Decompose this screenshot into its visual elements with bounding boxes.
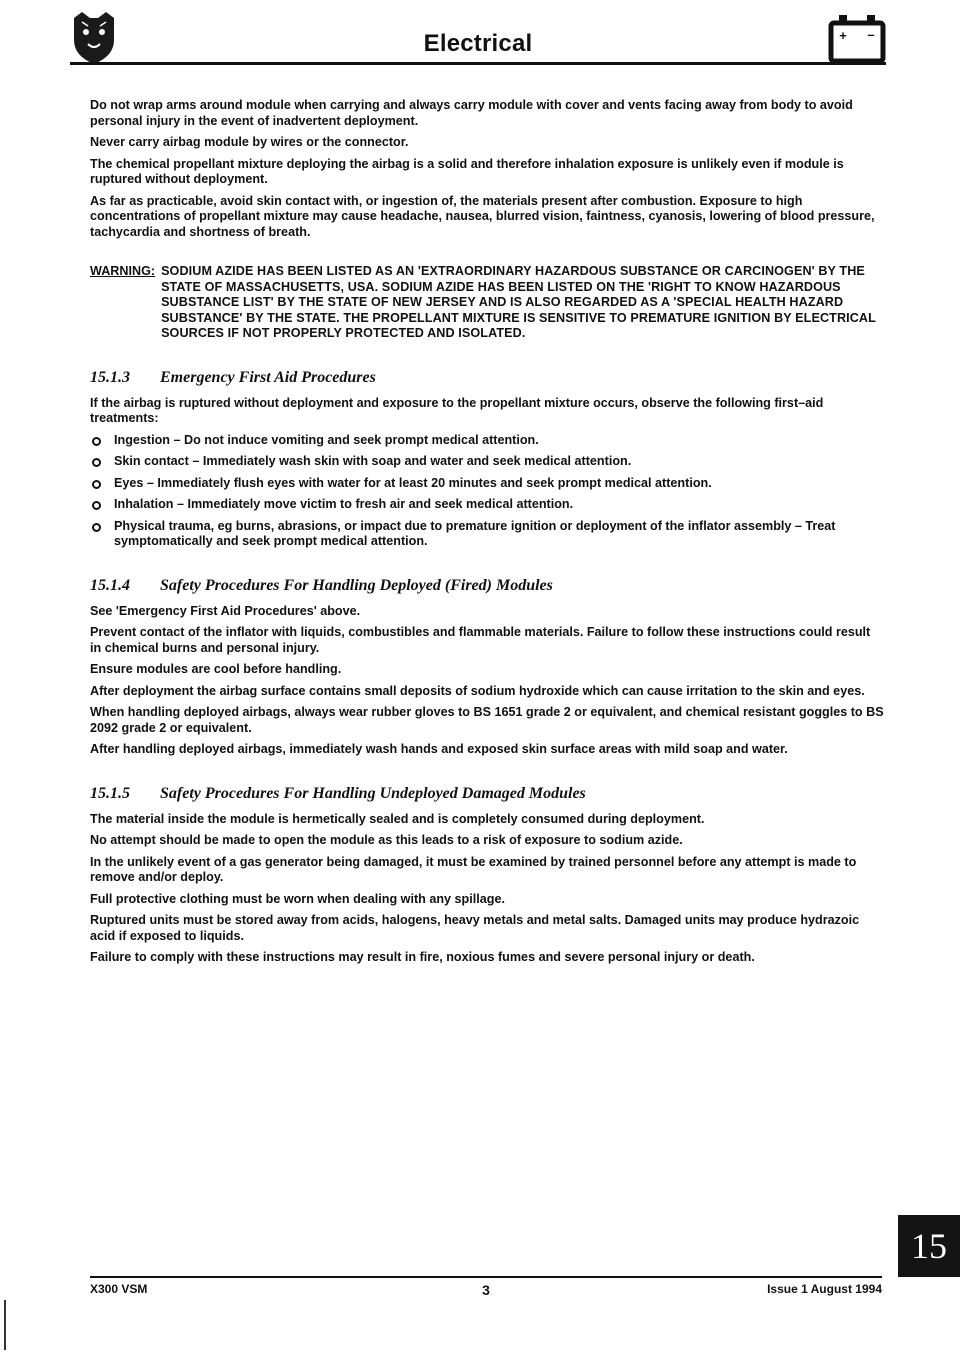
section-title: Safety Procedures For Handling Undeployed Damaged Modules (160, 784, 586, 802)
page-header (70, 8, 886, 70)
footer-rule (90, 1276, 882, 1278)
section-paragraph: Ruptured units must be stored away from acids, halogens, heavy metals and metal salts. Damaged units may produce hydrazoic acid if exposed to liquids. (90, 913, 860, 943)
section-paragraph: See 'Emergency First Aid Procedures' above. (90, 603, 361, 618)
section-heading-15-1-3 (90, 368, 884, 388)
list-item-text: Physical trauma, eg burns, abrasions, or impact due to premature ignition or deployment of the inflator assembly – Treat symptomatically and seek prompt medical attention. (114, 518, 836, 548)
section-tab: 15 (898, 1215, 960, 1277)
bullet-circle-icon (92, 458, 101, 467)
header-rule (70, 62, 886, 65)
list-item-text: Skin contact – Immediately wash skin with soap and water and seek medical attention. (114, 454, 632, 468)
intro-paragraph: As far as practicable, avoid skin contact with, or ingestion of, the materials present after combustion. Exposure to high concentrations of propellant mixture may cause headache, nausea, blurred vision, faintness, cyanosis, lowering of blood pressure, tachycardia and shortness of breath. (90, 193, 875, 239)
battery-plus-label: + (839, 28, 847, 43)
bullet-circle-icon (92, 523, 101, 532)
warning-block (90, 264, 884, 342)
section-paragraph: After handling deployed airbags, immediately wash hands and exposed skin surface areas with mild soap and water. (90, 742, 788, 756)
section-paragraph: No attempt should be made to open the module as this leads to a risk of exposure to sodium azide. (90, 833, 683, 847)
section-paragraph: After deployment the airbag surface contains small deposits of sodium hydroxide which can cause irritation to the skin and eyes. (90, 683, 865, 698)
section-number: 15.1.4 (90, 576, 130, 594)
battery-icon (828, 12, 886, 64)
intro-paragraph: The chemical propellant mixture deploying the airbag is a solid and therefore inhalation exposure is unlikely even if module is ruptured without deployment. (90, 156, 844, 186)
section-heading-15-1-5 (90, 784, 884, 804)
page-title: Electrical (423, 30, 533, 57)
section-title: Emergency First Aid Procedures (160, 368, 376, 386)
binding-edge-line (4, 1300, 6, 1350)
section-number: 15.1.5 (90, 784, 130, 802)
list-item (90, 519, 884, 550)
page-footer (90, 1282, 882, 1302)
page-content (90, 98, 884, 972)
section-title: Safety Procedures For Handling Deployed (Fired) Modules (160, 576, 553, 594)
intro-paragraph: Never carry airbag module by wires or the connector. (90, 135, 409, 149)
section-paragraph: Ensure modules are cool before handling. (90, 662, 342, 676)
battery-minus-label: – (867, 27, 875, 42)
list-item-text: Eyes – Immediately flush eyes with water for at least 20 minutes and seek prompt medical attention. (114, 475, 712, 490)
section-paragraph: Failure to comply with these instructions may result in fire, noxious fumes and severe personal injury or death. (90, 950, 755, 964)
warning-text: SODIUM AZIDE HAS BEEN LISTED AS AN 'EXTRAORDINARY HAZARDOUS SUBSTANCE OR CARCINOGEN' BY THE STATE OF MASSACHUSETTS, USA. SODIUM AZIDE HAS BEEN LISTED ON THE 'RIGHT TO KNOW HAZARDOUS SUBSTANCE LIST' BY THE STATE OF NEW JERSEY AND IS ALSO REGARDED AS A 'SPECIAL HEALTH HAZARD SUBSTANCE' BY THE STATE. THE PROPELLANT MIXTURE IS SENSITIVE TO PREMATURE IGNITION BY ELECTRICAL SOURCES IF NOT PROPERLY PROTECTED AND ISOLATED. (161, 264, 876, 340)
footer-issue-date: Issue 1 August 1994 (767, 1282, 882, 1296)
footer-manual-code: X300 VSM (90, 1282, 148, 1296)
warning-label: WARNING: (90, 264, 156, 278)
bullet-circle-icon (92, 437, 101, 446)
list-item (90, 433, 884, 449)
list-item-text: Ingestion – Do not induce vomiting and seek prompt medical attention. (114, 432, 539, 447)
section-paragraph: Full protective clothing must be worn when dealing with any spillage. (90, 891, 505, 906)
intro-paragraph: Do not wrap arms around module when carrying and always carry module with cover and vents facing away from body to avoid personal injury in the event of inadvertent deployment. (90, 98, 853, 128)
section-paragraph: Prevent contact of the inflator with liquids, combustibles and flammable materials. Failure to follow these instructions could result in chemical burns and personal injury. (90, 625, 871, 655)
section-heading-15-1-4 (90, 576, 884, 596)
section-paragraph: If the airbag is ruptured without deployment and exposure to the propellant mixture occurs, observe the following first–aid treatments: (90, 395, 824, 425)
bullet-circle-icon (92, 501, 101, 510)
section-paragraph: When handling deployed airbags, always wear rubber gloves to BS 1651 grade 2 or equivalent, and chemical resistant goggles to BS 2092 grade 2 or equivalent. (90, 705, 884, 735)
section-number: 15.1.3 (90, 368, 130, 386)
section-paragraph: The material inside the module is hermetically sealed and is completely consumed during deployment. (90, 811, 705, 826)
list-item (90, 476, 884, 492)
list-item (90, 454, 884, 470)
section-paragraph: In the unlikely event of a gas generator being damaged, it must be examined by trained personnel before any attempt is made to remove and/or deploy. (90, 854, 857, 884)
bullet-circle-icon (92, 480, 101, 489)
list-item-text: Inhalation – Immediately move victim to fresh air and seek medical attention. (114, 497, 574, 511)
list-item (90, 497, 884, 513)
footer-page-number: 3 (482, 1282, 490, 1298)
first-aid-list (90, 433, 884, 550)
